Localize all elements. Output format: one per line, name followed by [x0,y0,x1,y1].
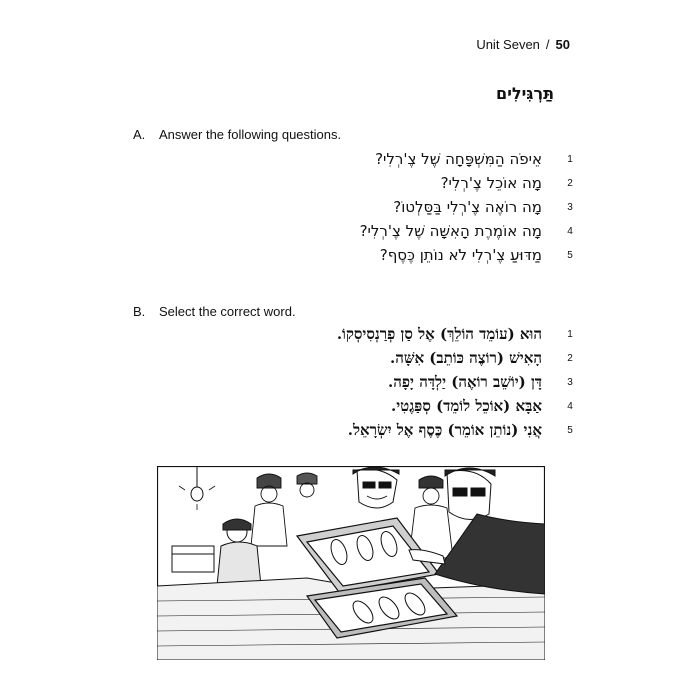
question-text: מָה אוֹכֵל צֶ'רְלִי? [440,174,542,192]
question-number: 4 [567,225,573,237]
question-text: הוּא (עוֹמֵד הוֹלֵךְ) אֶל סַן פְרַנְסִיסְקוֹ. [336,324,542,343]
question-b3 [388,371,580,393]
question-number: 3 [567,201,573,213]
question-b5 [348,419,580,441]
question-text: מַדּוּעַ צֶ'רְלִי לֹא נוֹתֵן כֶּסֶף? [379,246,542,264]
question-text: הָאִישׁ (רוֹצֶה כּוֹתֵב) אִשָּׁה. [389,348,542,367]
question-text: מָה אוֹמֶרֶת הָאִשָּׁה שֶׁל צֶ'רְלִי? [359,222,542,240]
question-b2 [390,347,580,369]
question-text: אֵיפֹה הַמִּשְׁפָּחָה שֶׁל צֶ'רְלִי? [375,150,542,168]
page-header [476,37,570,52]
question-number: 2 [567,352,573,364]
question-text: מָה רוֹאֶה צֶ'רְלִי בַּסַּלְטוֹ? [393,198,542,216]
question-b4 [391,395,580,417]
question-number: 1 [567,328,573,340]
question-number: 5 [567,424,573,436]
question-a1 [375,148,580,170]
question-text: דָּן (יוֹשֵׁב רוֹאֶה) יַלְדָּה יָפָה. [388,372,542,391]
cartoon-illustration [157,466,545,660]
question-text: אַבָּא (אוֹכֵל לוֹמֵד) סְפַּגֶטִי. [391,396,542,415]
question-text: אֲנִי (נוֹתֵן אוֹמֵר) כֶּסֶף אֶל יִשְׂרָאֵל. [347,420,542,439]
section-b-instruction [133,304,296,319]
exercises-title: תַּרְגִּילִים [496,84,554,103]
section-a-letter: A. [133,127,146,142]
question-number: 3 [567,376,573,388]
header-separator: / [545,37,550,52]
section-b-text: Select the correct word. [159,304,296,319]
question-a5 [380,244,580,266]
question-b1 [337,323,580,345]
unit-label: Unit Seven [476,37,540,52]
question-number: 5 [567,249,573,261]
section-a-instruction [133,127,341,142]
question-a4 [360,220,580,242]
section-b-letter: B. [133,304,146,319]
section-a-text: Answer the following questions. [159,127,342,142]
question-number: 1 [567,153,573,165]
question-number: 4 [567,400,573,412]
question-a2 [441,172,580,194]
question-number: 2 [567,177,573,189]
page-number: 50 [555,37,570,52]
question-a3 [393,196,580,218]
